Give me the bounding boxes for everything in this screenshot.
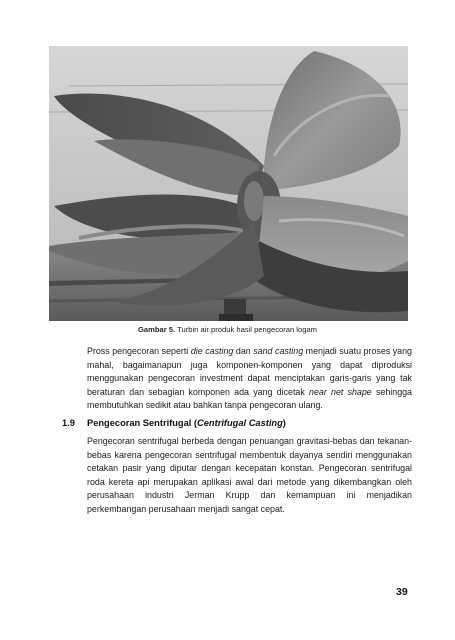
section-title-end: ) [282,418,286,428]
p1-text-3: menjadi suatu proses yang mahal, bagaimanapun juga komponen-komponen yang dapat diproduksi menggunakan pengecoran investment dapat menciptakan garis-garis yang tak beraturan dan sebagian komponen ada yang dicetak [87,346,412,397]
section-number: 1.9 [62,418,75,428]
p1-em-sand-casting: sand casting [253,346,304,356]
section-heading [62,418,286,428]
p1-text-4: sehingga membutuhkan sedikit atau bahkan tanpa pengecoran ulang. [87,386,412,411]
turbine-photo [49,46,408,321]
caption-text: Turbin air produk hasil pengecoran logam [175,325,317,334]
page-number: 39 [396,586,408,598]
paragraph-investment-casting [87,345,412,413]
p1-text-1: Pross pengecoran seperti [87,346,191,356]
paragraph-centrifugal-casting: Pengecoran sentrifugal berbeda dengan penuangan gravitasi-bebas dan tekanan-bebas karena pengecoran sentrifugal membentuk dayanya sendiri menggunakan cetakan pasir yang diputar dengan kecepatan konstan. Pengecoran sentrifugal roda kereta api merupakan aplikasi awal dari metode yang dikembangkan oleh perusahaan industri Jerman Krupp dan kemampuan ini menjadikan perkembangan perusahaan menjadi sangat cepat. [87,436,412,514]
p1-em-near-net-shape: near net shape [309,386,372,397]
caption-label: Gambar 5. [138,325,176,334]
p1-text-2: dan [233,346,254,356]
section-title-italic: Centrifugal Casting [197,418,283,428]
figure-caption [0,325,455,334]
p1-em-die-casting: die casting [190,346,234,356]
section-title-start: Pengecoran Sentrifugal ( [87,418,198,428]
